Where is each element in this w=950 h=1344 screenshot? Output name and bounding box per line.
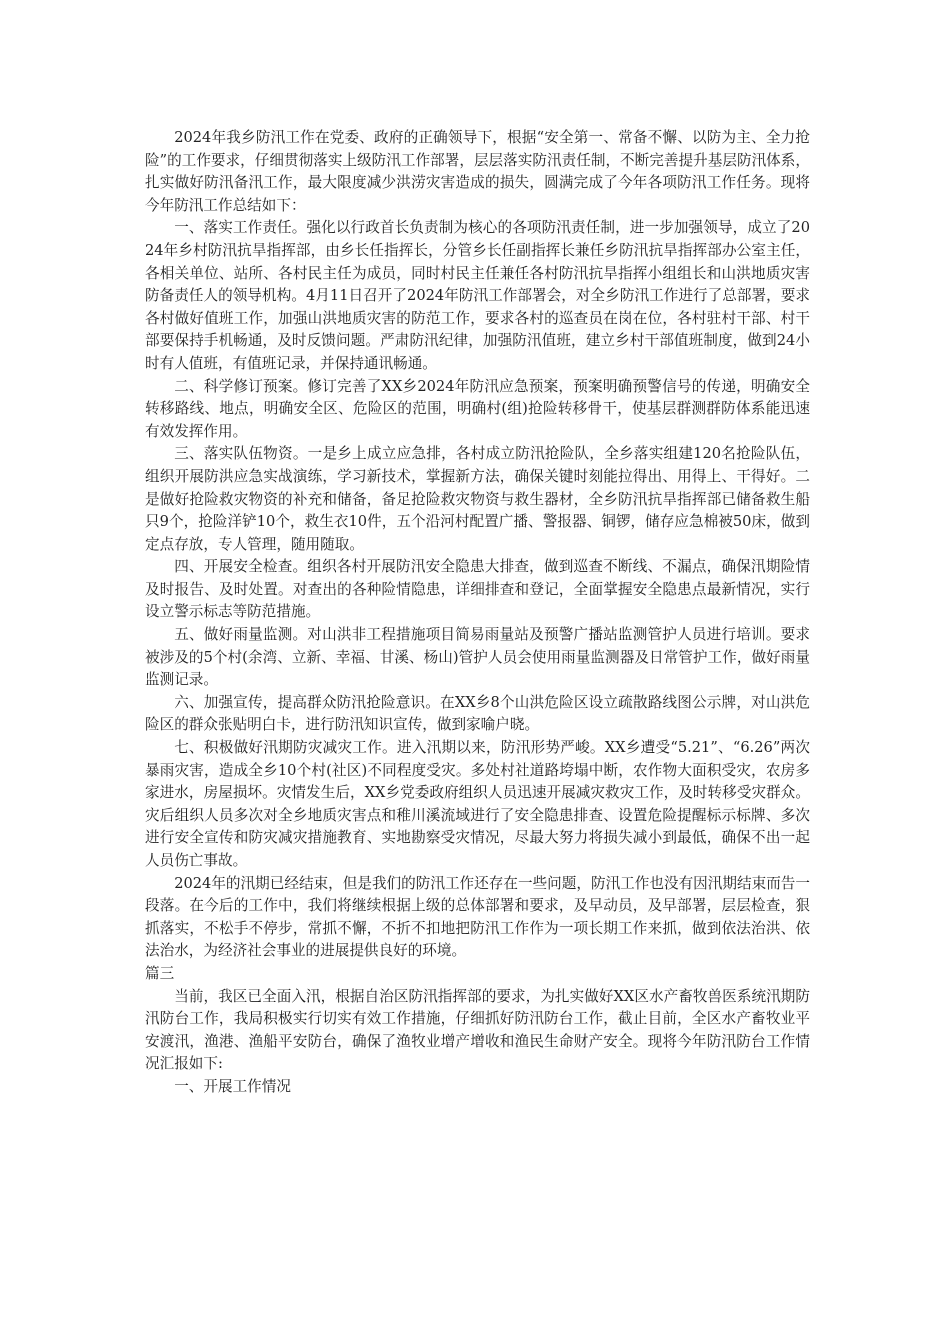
- section-plan-paragraph: 二、科学修订预案。修订完善了XX乡2024年防汛应急预案，预案明确预警信号的传递，明确安全转移路线、地点，明确安全区、危险区的范围，明确村(组)抢险转移骨干，使基层群测群防体系能迅速有效发挥作用。: [145, 377, 810, 440]
- part-three-subheading: 一、开展工作情况: [174, 1077, 291, 1095]
- section-inspection-paragraph: 四、开展安全检查。组织各村开展防汛安全隐患大排查，做到巡查不断线、不漏点，确保汛期险情及时报告、及时处置。对查出的各种险情隐患，详细排查和登记，全面掌握安全隐患点最新情况，实行设立警示标志等防范措施。: [145, 558, 810, 621]
- section-disaster-relief-paragraph: 七、积极做好汛期防灾减灾工作。进入汛期以来，防汛形势严峻。XX乡遭受“5.21”、“6.26”两次暴雨灾害，造成全乡10个村(社区)不同程度受灾。多处村社道路垮塌中断，农作物大面积受灾，农房多家进水，房屋损坏。灾情发生后，XX乡党委政府组织人员迅速开展减灾救灾工作，及时转移受灾群众。灾后组织人员多次对全乡地质灾害点和稚川溪流域进行了安全隐患排查、设置危险提醒标示标牌、多次进行安全宣传和防灾减灾措施教育、实地勘察受灾情况，尽最大努力将损失减小到最低，确保不出一起人员伤亡事故。: [145, 739, 810, 869]
- section-rainfall-paragraph: 五、做好雨量监测。对山洪非工程措施项目简易雨量站及预警广播站监测管护人员进行培训。要求被涉及的5个村(余湾、立新、幸福、甘溪、杨山)管护人员会使用雨量监测器及日常管护工作，做好雨量监测记录。: [145, 626, 810, 689]
- document-page: [145, 127, 810, 1099]
- section-publicity-paragraph: 六、加强宣传，提高群众防汛抢险意识。在XX乡8个山洪危险区设立疏散路线图公示牌，对山洪危险区的群众张贴明白卡，进行防汛知识宣传，做到家喻户晓。: [145, 693, 810, 734]
- section-responsibility-paragraph: 一、落实工作责任。强化以行政首长负责制为核心的各项防汛责任制，进一步加强领导，成立了2024年乡村防汛抗旱指挥部，由乡长任指挥长，分管乡长任副指挥长兼任乡防汛抗旱指挥部办公室主任，各相关单位、站所、各村民主任为成员，同时村民主任兼任各村防汛抗旱指挥小组组长和山洪地质灾害防备责任人的领导机构。4月11日召开了2024年防汛工作部署会，对全乡防汛工作进行了总部署，要求各村做好值班工作，加强山洪地质灾害的防范工作，要求各村的巡查员在岗在位，各村驻村干部、村干部要保持手机畅通，及时反馈问题。严肃防汛纪律，加强防汛值班，建立乡村干部值班制度，做到24小时有人值班，有值班记录，并保持通讯畅通。: [145, 219, 810, 372]
- section-team-supplies-paragraph: 三、落实队伍物资。一是乡上成立应急排，各村成立防汛抢险队，全乡落实组建120名抢险队伍，组织开展防洪应急实战演练，学习新技术，掌握新方法，确保关键时刻能拉得出、用得上、干得好。二是做好抢险救灾物资的补充和储备，备足抢险救灾物资与救生器材，全乡防汛抗旱指挥部已储备救生船只9个，抢险洋铲10个，救生衣10件，五个沿河村配置广播、警报器、铜锣，储存应急棉被50床，做到定点存放，专人管理，随用随取。: [145, 445, 810, 553]
- part-three-intro-paragraph: 当前，我区已全面入汛，根据自治区防汛指挥部的要求，为扎实做好XX区水产畜牧兽医系统汛期防汛防台工作，我局积极实行切实有效工作措施，仔细抓好防汛防台工作，截止目前，全区水产畜牧业平安渡汛，渔港、渔船平安防台，确保了渔牧业增产增收和渔民生命财产安全。现将今年防汛防台工作情况汇报如下:: [145, 987, 810, 1073]
- conclusion-paragraph: 2024年的汛期已经结束，但是我们的防汛工作还存在一些问题，防汛工作也没有因汛期结束而告一段落。在今后的工作中，我们将继续根据上级的总体部署和要求，及早动员，及早部署，层层检查，狠抓落实，不松手不停步，常抓不懈，不折不扣地把防汛工作作为一项长期工作来抓，做到依法治洪、依法治水，为经济社会事业的进展提供良好的环境。: [145, 874, 810, 960]
- section-label: 篇三: [145, 964, 175, 982]
- intro-paragraph: 2024年我乡防汛工作在党委、政府的正确领导下，根据“安全第一、常备不懈、以防为主、全力抢险”的工作要求，仔细贯彻落实上级防汛工作部署，层层落实防汛责任制，不断完善提升基层防汛体系，扎实做好防汛备汛工作，最大限度减少洪涝灾害造成的损失，圆满完成了今年各项防汛工作任务。现将今年防汛工作总结如下：: [145, 129, 810, 214]
